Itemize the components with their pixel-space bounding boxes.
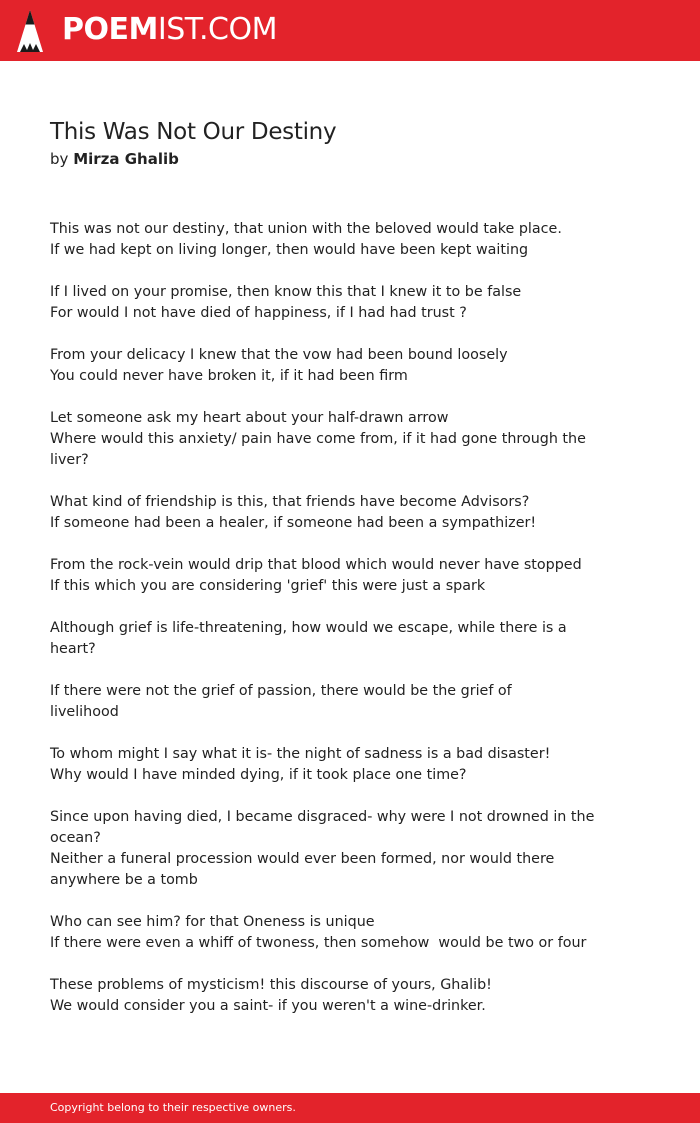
poem-title: This Was Not Our Destiny: [50, 119, 337, 145]
pencil-logo-icon[interactable]: [17, 10, 43, 52]
poem-line: If this which you are considering 'grief' this were just a spark: [50, 578, 486, 594]
stanza-break: [50, 261, 580, 282]
byline: [50, 149, 179, 169]
poem-line: If there were not the grief of passion, there would be the grief of: [50, 683, 512, 699]
poem-line: To whom might I say what it is- the night of sadness is a bad disaster!: [50, 746, 551, 762]
author-name: Mirza Ghalib: [73, 150, 179, 168]
copyright-notice: Copyright belong to their respective owners.: [50, 1101, 296, 1114]
poem-line: Who can see him? for that Oneness is unique: [50, 914, 375, 930]
poem-line: anywhere be a tomb: [50, 872, 198, 888]
poem-line: livelihood: [50, 704, 119, 720]
poem-line: This was not our destiny, that union with the beloved would take place.: [50, 221, 562, 237]
poem-line: If someone had been a healer, if someone had been a sympathizer!: [50, 515, 537, 531]
stanza-break: [50, 534, 580, 555]
poem-line: For would I not have died of happiness, if I had had trust ?: [50, 305, 467, 321]
poem-body: [50, 219, 595, 1017]
poem-line: If there were even a whiff of twoness, then somehow would be two or four: [50, 935, 587, 951]
stanza-break: [50, 786, 580, 807]
poem-line: You could never have broken it, if it had been firm: [50, 368, 408, 384]
logo-text-bold: POEM: [62, 12, 158, 47]
poem-line: If I lived on your promise, then know this that I knew it to be false: [50, 284, 522, 300]
poem-line: Where would this anxiety/ pain have come from, if it had gone through the: [50, 431, 586, 447]
stanza-break: [50, 597, 580, 618]
poem-line: Since upon having died, I became disgraced- why were I not drowned in the: [50, 809, 595, 825]
poem-line: What kind of friendship is this, that friends have become Advisors?: [50, 494, 530, 510]
poem-line: From your delicacy I knew that the vow had been bound loosely: [50, 347, 508, 363]
poem-line: We would consider you a saint- if you weren't a wine-drinker.: [50, 998, 486, 1014]
poem-line: liver?: [50, 452, 89, 468]
stanza-break: [50, 471, 580, 492]
poem-line: These problems of mysticism! this discourse of yours, Ghalib!: [50, 977, 492, 993]
poem-line: Why would I have minded dying, if it took place one time?: [50, 767, 467, 783]
stanza-break: [50, 891, 580, 912]
site-footer: [0, 1093, 700, 1123]
poem-line: ocean?: [50, 830, 101, 846]
stanza-break: [50, 324, 580, 345]
stanza-break: [50, 723, 580, 744]
logo-text-light: IST.COM: [157, 12, 277, 47]
poem-line: Let someone ask my heart about your half-drawn arrow: [50, 410, 449, 426]
poem-line: heart?: [50, 641, 96, 657]
poem-line: Neither a funeral procession would ever been formed, nor would there: [50, 851, 555, 867]
byline-prefix: by: [50, 150, 69, 168]
site-logo[interactable]: [62, 12, 277, 48]
stanza-break: [50, 954, 580, 975]
site-header: [0, 0, 700, 61]
stanza-break: [50, 660, 580, 681]
poem-line: Although grief is life-threatening, how would we escape, while there is a: [50, 620, 567, 636]
poem-line: If we had kept on living longer, then would have been kept waiting: [50, 242, 529, 258]
poem-line: From the rock-vein would drip that blood which would never have stopped: [50, 557, 582, 573]
stanza-break: [50, 387, 580, 408]
